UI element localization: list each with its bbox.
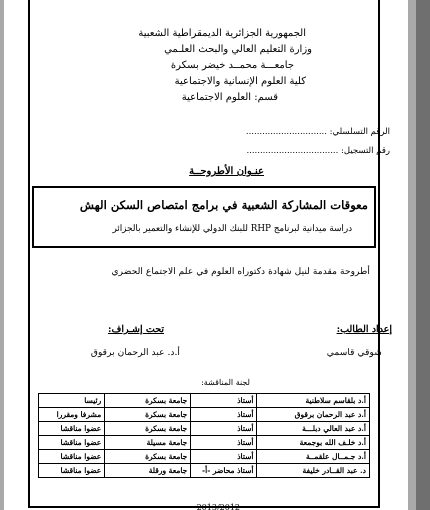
jury-title: لجنة المناقشة: xyxy=(201,378,250,387)
jury-member-name: د. عبد القــادر خليفة xyxy=(257,464,370,478)
jury-member-role: عضوا مناقشا xyxy=(39,436,105,450)
jury-member-role: رئيسا xyxy=(39,394,105,408)
student-name: شوقي قاسمي xyxy=(326,347,382,358)
jury-row xyxy=(39,464,370,478)
supervisor-label: تحت إشـراف: xyxy=(107,324,164,335)
serial-number-label: الرقم التسلسلي: xyxy=(329,127,390,137)
jury-member-role: عضوا مناقشا xyxy=(39,422,105,436)
registration-number-field xyxy=(246,146,390,156)
header-university: جامعـــة محمــد خيضر بسكرة xyxy=(170,60,294,71)
registration-number-label: رقم التسجيل: xyxy=(341,146,390,156)
header-faculty: كلية العلوم الإنسانية والاجتماعية xyxy=(174,76,306,87)
jury-member-rank: أستاذ xyxy=(191,450,257,464)
jury-member-university: جامعة بسكرة xyxy=(105,450,191,464)
jury-member-name: أ.د بلقاسم سلاطنية xyxy=(257,394,370,408)
jury-member-university: جامعة بسكرة xyxy=(105,394,191,408)
jury-member-rank: أستاذ xyxy=(191,394,257,408)
jury-member-name: أ.د جـمــال علقمــة xyxy=(257,450,370,464)
jury-member-name: أ.د عبد العالي دبلـــة xyxy=(257,422,370,436)
academic-year: 2013/2012 xyxy=(196,503,240,510)
jury-member-name: أ.د عبد الرحمان برقوق xyxy=(257,408,370,422)
jury-member-rank: أستاذ xyxy=(191,422,257,436)
jury-member-rank: أستاذ xyxy=(191,408,257,422)
jury-member-university: جامعة بسكرة xyxy=(105,422,191,436)
thesis-subtitle: دراسة ميدانية لبرنامج RHP للبنك الدولي للإنشاء والتعمير بالجزائر xyxy=(112,224,352,234)
jury-member-role: عضوا مناقشا xyxy=(39,464,105,478)
page-content xyxy=(26,0,400,510)
jury-table xyxy=(38,393,370,478)
jury-row xyxy=(39,394,370,408)
jury-member-university: جامعة مسيلة xyxy=(105,436,191,450)
jury-member-name: أ.د خلـف الله بوجمعة xyxy=(257,436,370,450)
student-label: إعداد الطالب: xyxy=(336,324,392,335)
thesis-heading: عنـوان الأطروحــة xyxy=(189,166,264,177)
thesis-title: معوقات المشاركة الشعبية في برامج امتصاص السكن الهش xyxy=(79,198,368,212)
jury-member-university: جامعة بسكرة xyxy=(105,408,191,422)
registration-number-dots: .................................. xyxy=(246,146,339,156)
jury-member-rank: أستاذ xyxy=(191,436,257,450)
jury-member-role: عضوا مناقشا xyxy=(39,450,105,464)
jury-row xyxy=(39,422,370,436)
jury-row xyxy=(39,408,370,422)
jury-member-rank: أستاذ محاضر -أ- xyxy=(191,464,257,478)
header-department: قسم: العلوم الاجتماعية xyxy=(181,92,278,103)
scrollbar-track[interactable] xyxy=(416,0,430,510)
jury-member-role: مشرفا ومقررا xyxy=(39,408,105,422)
jury-member-university: جامعة ورقلة xyxy=(105,464,191,478)
header-republic: الجمهورية الجزائرية الديمقراطية الشعبية xyxy=(138,28,306,39)
serial-number-dots: .............................. xyxy=(245,127,327,137)
document-page xyxy=(4,0,408,510)
jury-row xyxy=(39,436,370,450)
jury-row xyxy=(39,450,370,464)
thesis-title-box xyxy=(32,186,376,248)
degree-statement: أطروحة مقدمة لنيل شهادة دكتوراه العلوم في علم الاجتماع الحضري xyxy=(111,266,370,277)
serial-number-field xyxy=(246,127,390,137)
header-ministry: وزارة التعليم العالي والبحث العلـمي xyxy=(164,44,312,55)
supervisor-name: أ.د. عبد الرحمان برقوق xyxy=(90,347,180,358)
